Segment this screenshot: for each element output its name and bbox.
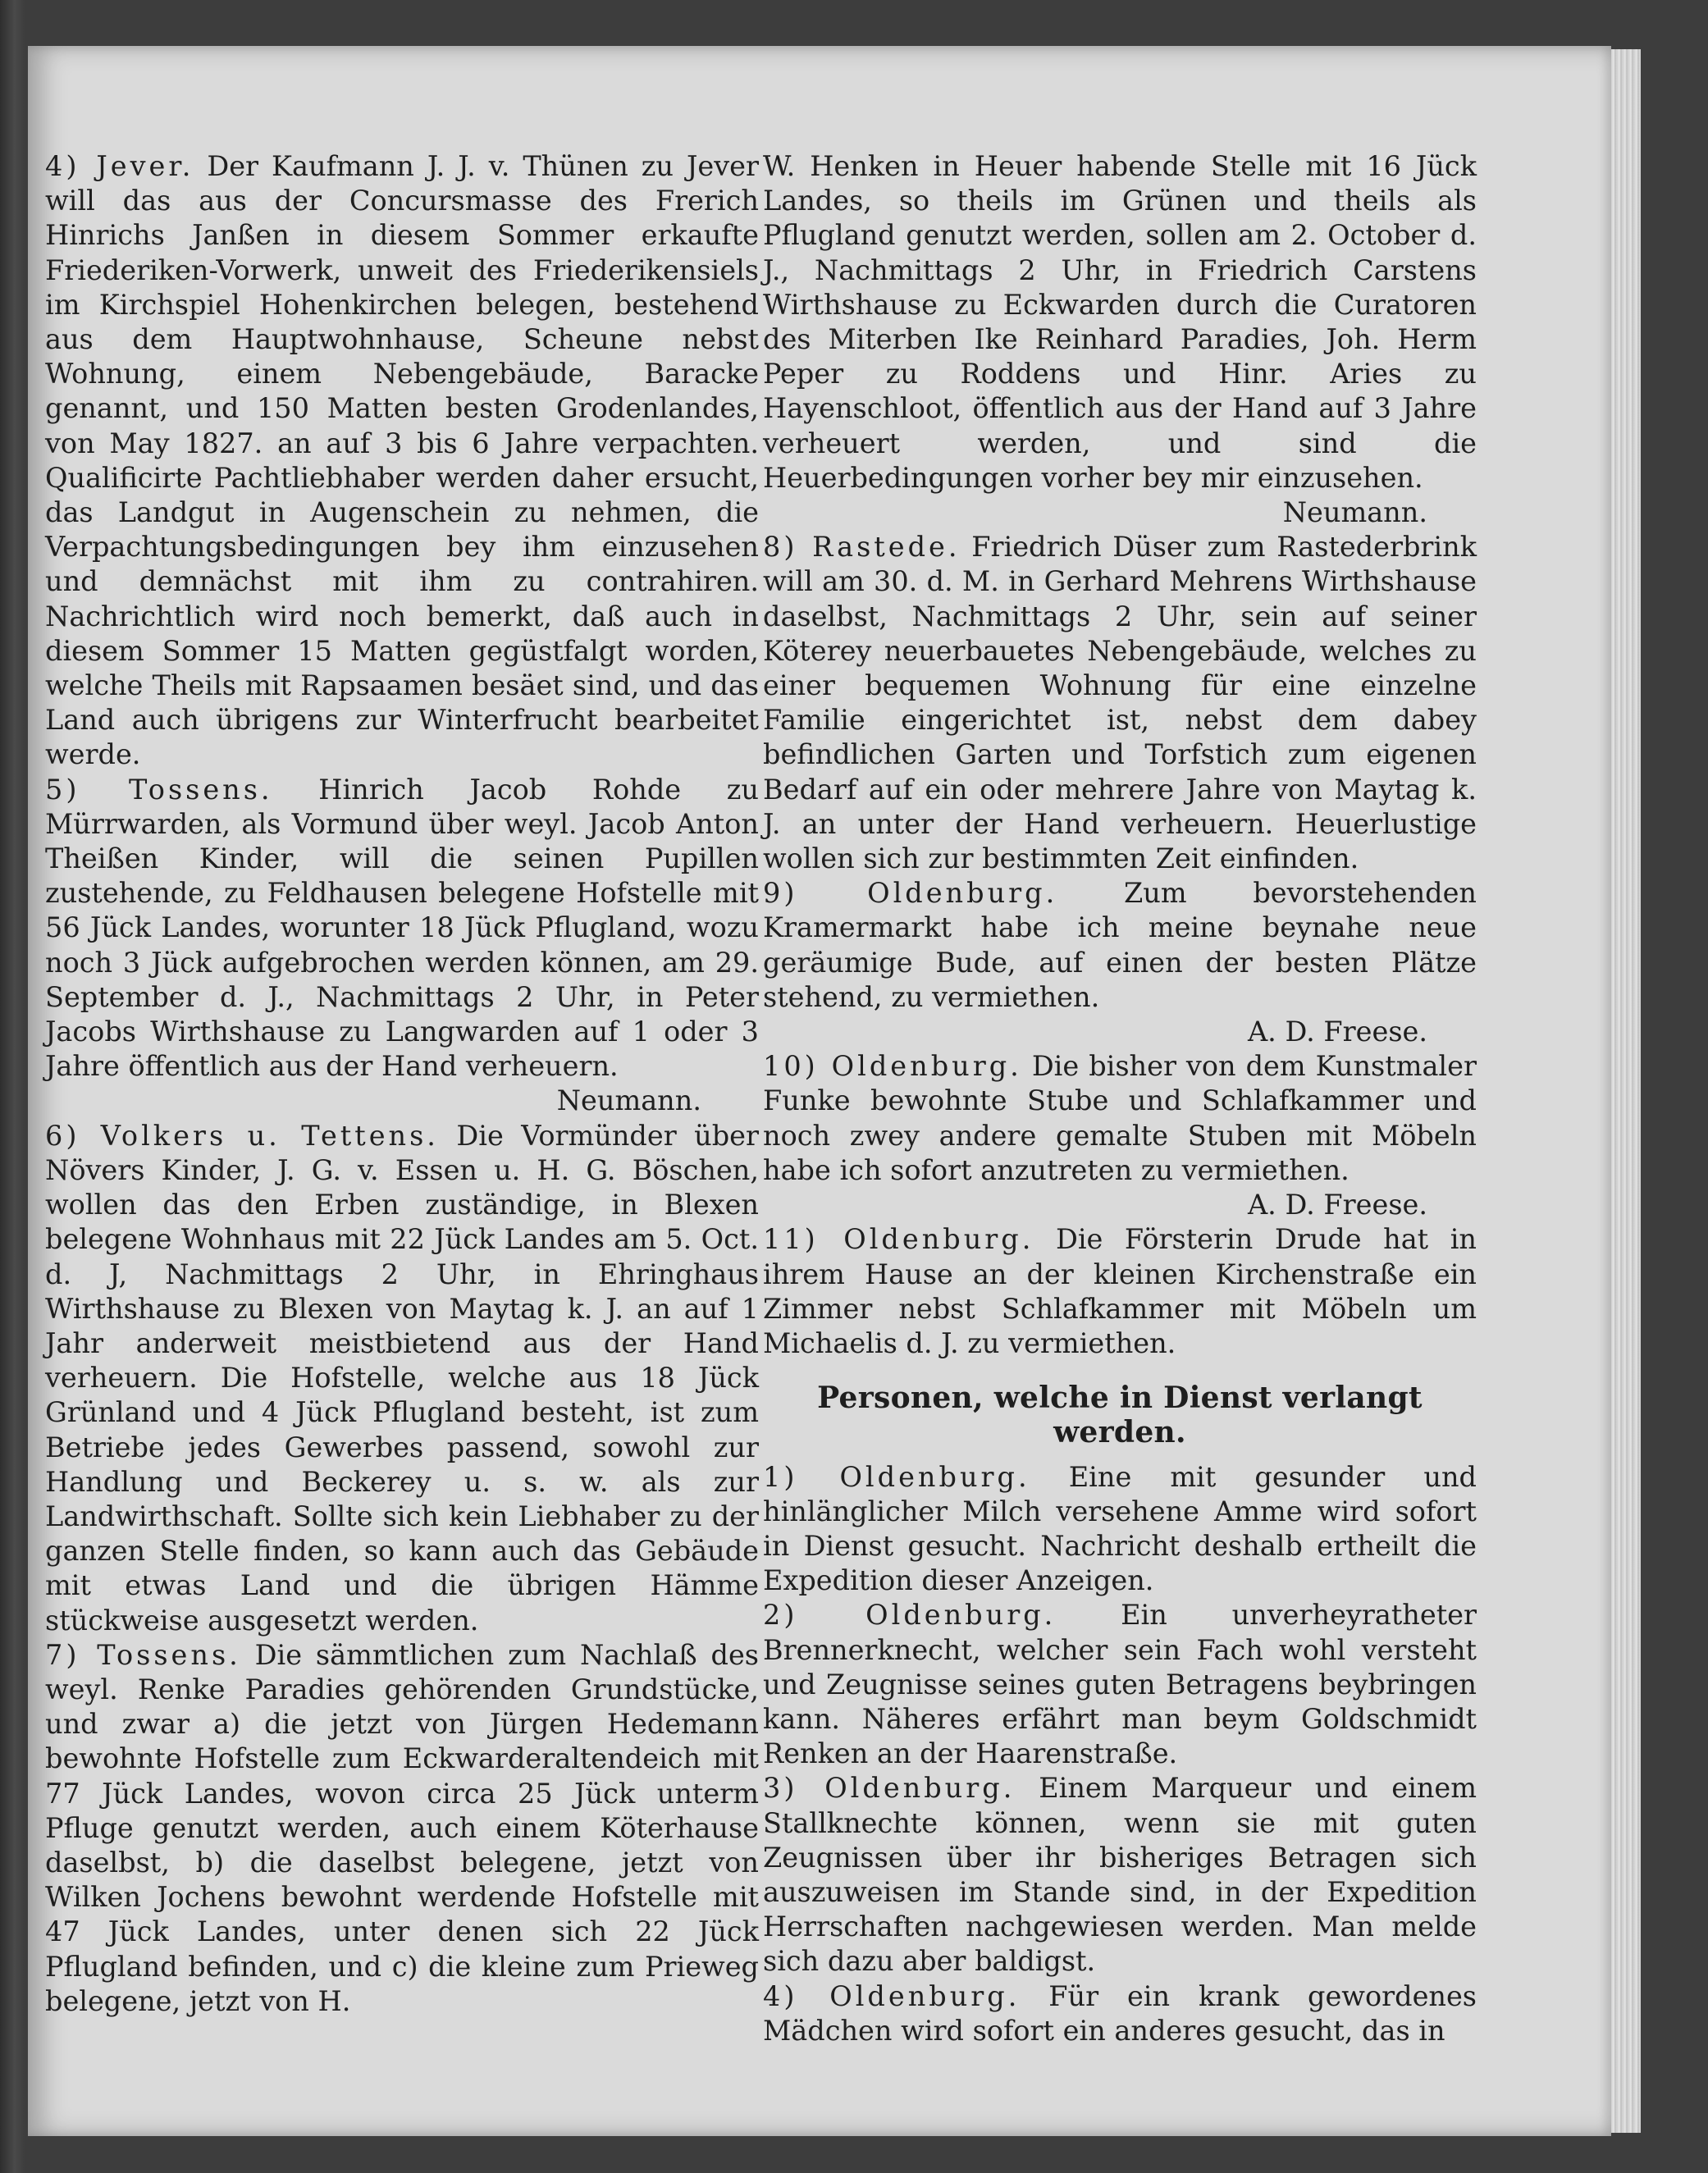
notice-11-oldenburg (763, 1222, 1477, 1361)
notice-signature: Neumann. (1282, 496, 1427, 529)
notice-lead: 5) Tossens. (45, 773, 273, 806)
notice-10-oldenburg (763, 1049, 1477, 1188)
notice-lead: 7) Tossens. (45, 1638, 241, 1671)
notice-text: Die sämmtlichen zum Nachlaß des weyl. Renke Paradies gehörenden Grundstücke, und zwar a) die jetzt von Jürgen Hedemann bewohnte Hofstelle zum Eckwarderaltendeich mit 77 Jück Landes, wovon circa 25 Jück unterm Pfluge genutzt werden, auch einem Köterhause daselbst, b) die daselbst belegene, jetzt von Wilken Jochens bewohnt werdende Hofstelle mit 47 Jück Landes, unter denen sich 22 Jück Pflugland befinden, und c) die kleine zum Prieweg belegene, jetzt von H. (45, 1638, 759, 2017)
wanted-4-oldenburg (763, 1979, 1477, 2048)
notice-signature: A. D. Freese. (1247, 1189, 1427, 1221)
notice-lead: 3) Oldenburg. (763, 1772, 1016, 1805)
notice-8-rastede (763, 530, 1477, 876)
notice-4-jever (45, 149, 759, 773)
wanted-1-oldenburg (763, 1460, 1477, 1599)
notice-9-oldenburg (763, 876, 1477, 1015)
notice-lead: 1) Oldenburg. (763, 1460, 1030, 1493)
notice-7-tossens (45, 1638, 759, 2019)
notice-text: Hinrich Jacob Rohde zu Mürrwarden, als Vormund über weyl. Jacob Anton Theißen Kinder, will die seinen Pupillen zustehende, zu Feldhausen belegene Hofstelle mit 56 Jück Landes, worunter 18 Jück Pflugland, wozu noch 3 Jück aufgebrochen werden können, am 29. September d. J., Nachmittags 2 Uhr, in Peter Jacobs Wirthshause zu Langwarden auf 1 oder 3 Jahre öffentlich aus der Hand verheuern. (45, 773, 759, 1083)
notice-7-continued (763, 149, 1477, 495)
notice-text: Der Kaufmann J. J. v. Thünen zu Jever will das aus der Concursmasse des Frerich Hinrichs Janßen in diesem Sommer erkaufte Friederiken-Vorwerk, unweit des Friederikensiels im Kirchspiel Hohenkirchen belegen, bestehend aus dem Hauptwohnhause, Scheune nebst Wohnung, einem Nebengebäude, Baracke genannt, und 150 Matten besten Grodenlandes, von May 1827. an auf 3 bis 6 Jahre verpachten. Qualificirte Pachtliebhaber werden daher ersucht, das Landgut in Augenschein zu nehmen, die Verpachtungsbedingungen bey ihm einzusehen und demnächst mit ihm zu contrahiren. Nachrichtlich wird noch bemerkt, daß auch in diesem Sommer 15 Matten gegüstfalgt worden, welche Theils mit Rapsaamen besäet sind, und das Land auch übrigens zur Winterfrucht bearbeitet werde. (45, 150, 759, 771)
notice-lead: 10) Oldenburg. (763, 1050, 1022, 1083)
notice-lead: 2) Oldenburg. (763, 1599, 1057, 1632)
notice-lead: 6) Volkers u. Tettens. (45, 1119, 439, 1152)
notice-lead: 4) Jever. (45, 150, 194, 182)
notice-6-volkers (45, 1119, 759, 1638)
notice-text: Eine mit gesunder und hinlänglicher Milch versehene Amme wird sofort in Dienst gesucht. Nachricht deshalb ertheilt die Expedition dieser Anzeigen. (763, 1460, 1477, 1597)
wanted-3-oldenburg (763, 1771, 1477, 1979)
notice-lead: 11) Oldenburg. (763, 1223, 1034, 1256)
notice-text: Einem Marqueur und einem Stallknechte können, wenn sie mit guten Zeugnissen über ihr bisheriges Betragen sich auszuweisen im Stande sind, in der Expedition Herrschaften nachgewiesen werden. Man melde sich dazu aber baldigst. (763, 1772, 1477, 1978)
notice-text: W. Henken in Heuer habende Stelle mit 16 Jück Landes, so theils im Grünen und theils als Pflugland genutzt werden, sollen am 2. October d. J., Nachmittags 2 Uhr, in Friedrich Carstens Wirthshause zu Eckwarden durch die Curatoren des Miterben Ike Reinhard Paradies, Joh. Herm Peper zu Roddens und Hinr. Aries zu Hayenschloot, öffentlich aus der Hand auf 3 Jahre verheuert werden, und sind die Heuerbedingungen vorher bey mir einzusehen. (763, 150, 1477, 494)
notice-signature: A. D. Freese. (1247, 1016, 1427, 1048)
notice-5-tossens (45, 773, 759, 1084)
notice-text: Zum bevorstehenden Kramermarkt habe ich meine beynahe neue geräumige Bude, auf einen der besten Plätze stehend, zu vermiethen. (763, 877, 1477, 1013)
notice-text: Die Försterin Drude hat in ihrem Hause an der kleinen Kirchenstraße ein Zimmer nebst Schlafkammer mit Möbeln um Michaelis d. J. zu vermiethen. (763, 1223, 1477, 1359)
notice-text: Für ein krank gewordenes Mädchen wird sofort ein anderes gesucht, das in (763, 1979, 1477, 2047)
wanted-2-oldenburg (763, 1598, 1477, 1771)
notice-text: Ein unverheyratheter Brennerknecht, welcher sein Fach wohl versteht und Zeugnisse seines guten Betragens beybringen kann. Näheres erfährt man beym Goldschmidt Renken an der Haarenstraße. (763, 1599, 1477, 1770)
section-heading-personnel-wanted: Personen, welche in Dienst verlangt werden. (817, 1381, 1423, 1450)
right-column (763, 149, 1477, 2048)
notice-lead: 8) Rastede. (763, 531, 961, 564)
notice-lead: 4) Oldenburg. (763, 1979, 1021, 2012)
notice-lead: 9) Oldenburg. (763, 877, 1058, 910)
page-stack-edge (1611, 49, 1641, 2133)
left-column (45, 149, 759, 2019)
notice-text: Friedrich Düser zum Rastederbrink will am 30. d. M. in Gerhard Mehrens Wirthshause daselbst, Nachmittags 2 Uhr, sein auf seiner Köterey neuerbauetes Nebengebäude, welches zu einer bequemen Wohnung für eine einzelne Familie eingerichtet ist, nebst dem dabey befindlichen Garten und Torfstich zum eigenen Bedarf auf ein oder mehrere Jahre von Maytag k. J. an unter der Hand verheuern. Heuerlustige wollen sich zur bestimmten Zeit einfinden. (763, 531, 1477, 875)
notice-text: Die bisher von dem Kunstmaler Funke bewohnte Stube und Schlafkammer und noch zwey andere gemalte Stuben mit Möbeln habe ich sofort anzutreten zu vermiethen. (763, 1050, 1477, 1186)
notice-signature: Neumann. (556, 1084, 701, 1117)
notice-text: Die Vormünder über Növers Kinder, J. G. v. Essen u. H. G. Böschen, wollen das den Erben zuständige, in Blexen belegene Wohnhaus mit 22 Jück Landes am 5. Oct. d. J, Nachmittags 2 Uhr, in Ehringhaus Wirthshause zu Blexen von Maytag k. J. an auf 1 Jahr anderweit meistbietend aus der Hand verheuern. Die Hofstelle, welche aus 18 Jück Grünland und 4 Jück Pflugland besteht, ist zum Betriebe jedes Gewerbes passend, sowohl zur Handlung und Beckerey u. s. w. als zur Landwirthschaft. Sollte sich kein Liebhaber zu der ganzen Stelle finden, so kann auch das Gebäude mit etwas Land und die übrigen Hämme stückweise ausgesetzt werden. (45, 1119, 759, 1637)
